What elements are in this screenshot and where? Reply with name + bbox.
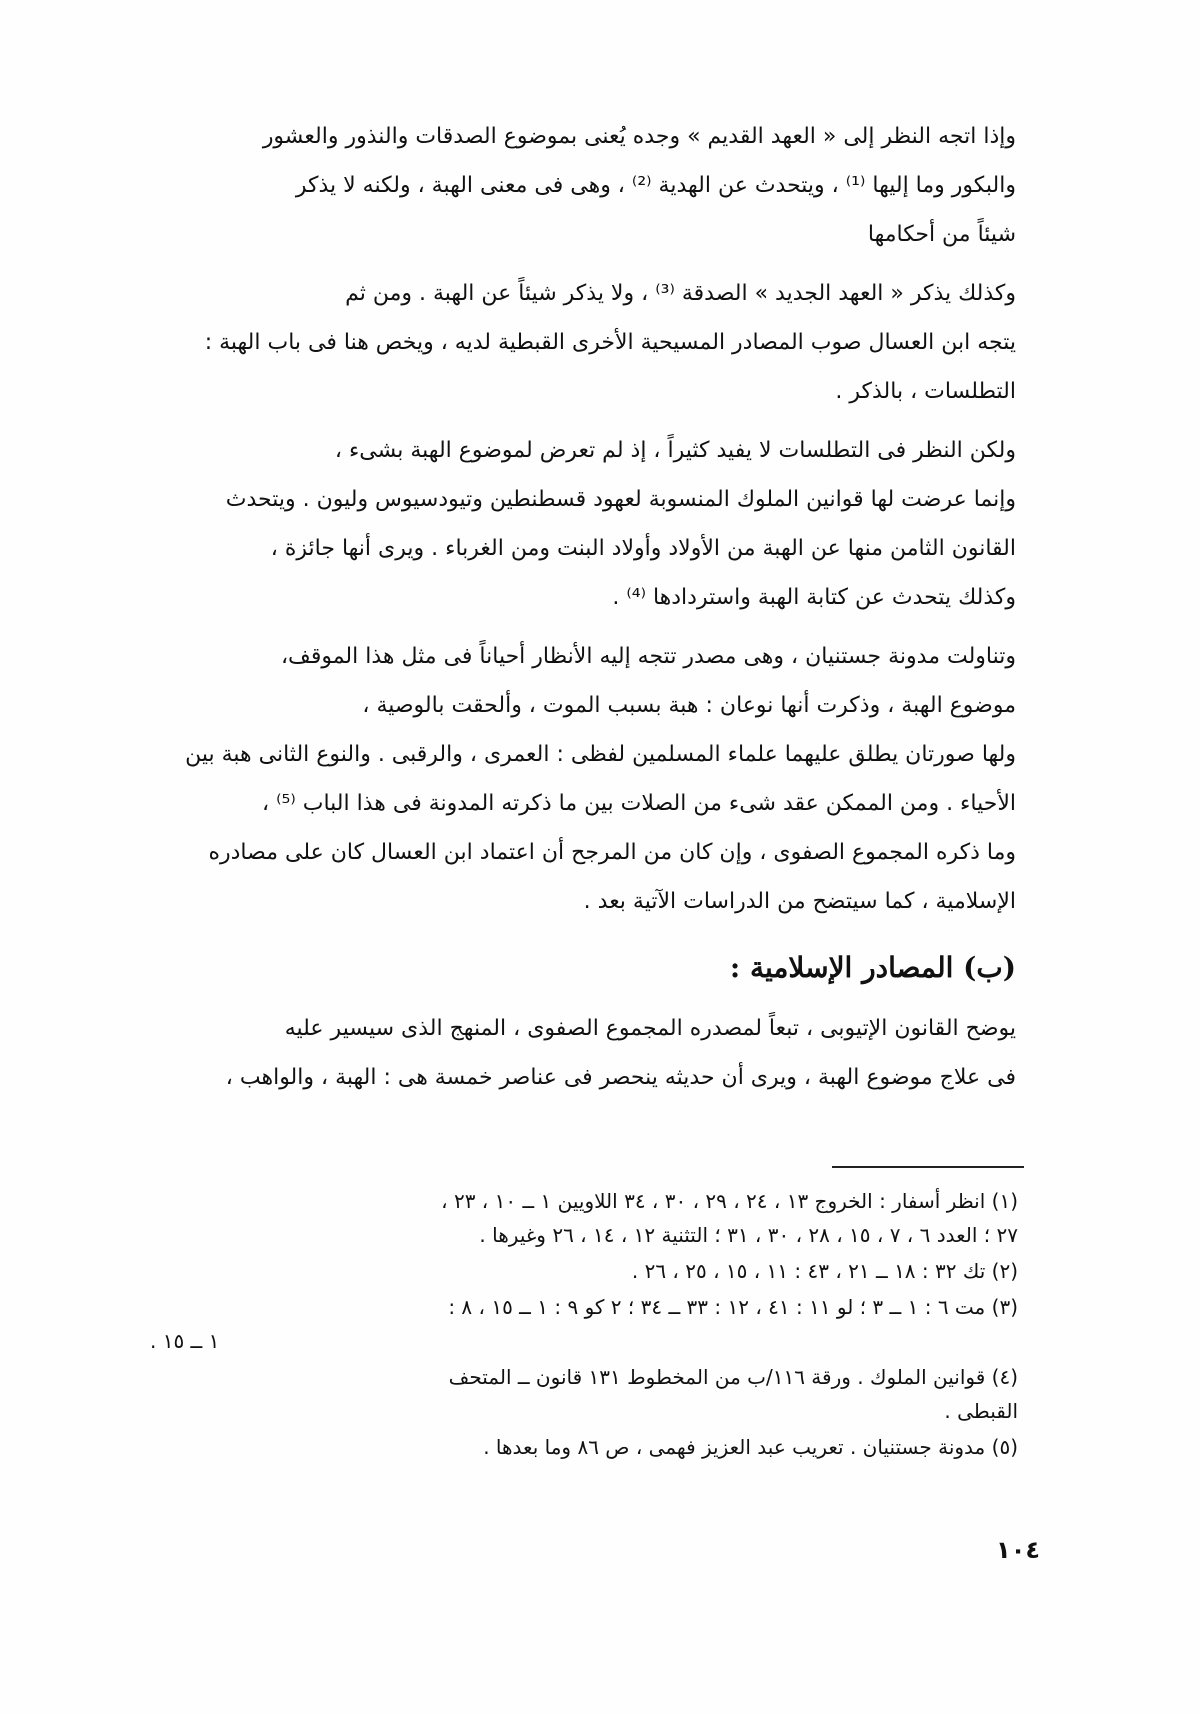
text-line: وإنما عرضت لها قوانين الملوك المنسوبة لعهود قسطنطين وتيودسيوس وليون . ويتحدث [225,487,1016,512]
footnote-1 [150,1184,1040,1252]
footnote-3 [150,1290,1040,1358]
paragraph-ethiopian-law [168,1004,1038,1102]
paragraph-tatlasat [168,426,1038,622]
footnote-2 [150,1254,1040,1288]
paragraph-justinian [168,632,1038,926]
footnote-5 [150,1430,1040,1464]
text-line: يتجه ابن العسال صوب المصادر المسيحية الأخرى القبطية لديه ، ويخص هنا فى باب الهبة : [204,330,1016,355]
footnote-line: ٢٧ ؛ العدد ٦ ، ٧ ، ١٥ ، ٢٨ ، ٣٠ ، ٣١ ؛ التثنية ١٢ ، ١٤ ، ٢٦ وغيرها . [479,1223,1018,1247]
footnote-line: (٢) تك ٣٢ : ١٨ ــ ٢١ ، ٤٣ : ١١ ، ١٥ ، ٢٥ ، ٢٦ . [631,1259,1018,1283]
text-line: وما ذكره المجموع الصفوى ، وإن كان من المرجح أن اعتماد ابن العسال كان على مصادره [208,840,1016,865]
main-text [168,112,1038,1112]
text-line: وتناولت مدونة جستنيان ، وهى مصدر تتجه إليه الأنظار أحياناً فى مثل هذا الموقف، [280,644,1016,669]
page-number: ١٠٤ [996,1536,1040,1564]
text-line: ولها صورتان يطلق عليهما علماء المسلمين لفظى : العمرى ، والرقبى . والنوع الثانى هبة بين [185,742,1016,767]
paragraph-new-testament [168,269,1038,416]
text-line: الأحياء . ومن الممكن عقد شىء من الصلات بين ما ذكرته المدونة فى هذا الباب ⁽⁵⁾ ، [262,791,1016,816]
footnote-line: (٤) قوانين الملوك . ورقة ١١٦/ب من المخطوط ١٣١ قانون ــ المتحف [448,1365,1018,1389]
footnote-line: القبطى . [944,1399,1018,1423]
text-line: الإسلامية ، كما سيتضح من الدراسات الآتية بعد . [583,889,1016,914]
footnote-line: ١ ــ ١٥ . [150,1329,220,1353]
text-line: القانون الثامن منها عن الهبة من الأولاد وأولاد البنت ومن الغرباء . ويرى أنها جائزة ، [270,536,1016,561]
text-line: والبكور وما إليها ⁽¹⁾ ، ويتحدث عن الهدية ⁽²⁾ ، وهى فى معنى الهبة ، ولكنه لا يذكر [295,173,1016,198]
footnote-line: (٥) مدونة جستنيان . تعريب عبد العزيز فهمى ، ص ٨٦ وما بعدها . [483,1435,1018,1459]
footnote-line: (٣) مت ٦ : ١ ــ ٣ ؛ لو ١١ : ٤١ ، ١٢ : ٣٣ ــ ٣٤ ؛ ٢ كو ٩ : ١ ــ ١٥ ، ٨ : [448,1295,1018,1319]
paragraph-old-testament [168,112,1038,259]
text-line: التطلسات ، بالذكر . [835,379,1016,404]
footnote-divider [832,1166,1024,1168]
footnotes [150,1184,1040,1466]
footnote-line: (١) انظر أسفار : الخروج ١٣ ، ٢٤ ، ٢٩ ، ٣٠ ، ٣٤ اللاويين ١ ــ ١٠ ، ٢٣ ، [441,1189,1018,1213]
text-line: يوضح القانون الإتيوبى ، تبعاً لمصدره المجموع الصفوى ، المنهج الذى سيسير عليه [284,1016,1016,1041]
text-line: وإذا اتجه النظر إلى « العهد القديم » وجده يُعنى بموضوع الصدقات والنذور والعشور [262,124,1016,149]
text-line: شيئاً من أحكامها [867,222,1016,247]
text-line: فى علاج موضوع الهبة ، ويرى أن حديثه ينحصر فى عناصر خمسة هى : الهبة ، والواهب ، [225,1065,1016,1090]
section-heading: (ب) المصادر الإسلامية : [729,951,1016,984]
text-line: وكذلك يتحدث عن كتابة الهبة واستردادها ⁽⁴⁾ . [612,585,1016,610]
text-line: ولكن النظر فى التطلسات لا يفيد كثيراً ، إذ لم تعرض لموضوع الهبة بشىء ، [334,438,1016,463]
footnote-4 [150,1360,1040,1428]
text-line: موضوع الهبة ، وذكرت أنها نوعان : هبة بسبب الموت ، وألحقت بالوصية ، [362,693,1016,718]
text-line: وكذلك يذكر « العهد الجديد » الصدقة ⁽³⁾ ، ولا يذكر شيئاً عن الهبة . ومن ثم [345,281,1016,306]
